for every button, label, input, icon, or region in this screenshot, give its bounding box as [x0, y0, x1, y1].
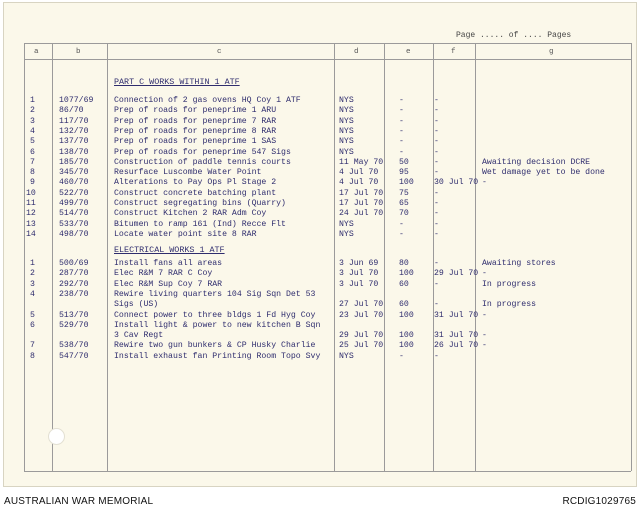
col-rule — [334, 43, 335, 471]
job-number: 514/70 — [59, 209, 89, 219]
row-number: 4 — [30, 126, 35, 136]
remarks: Awaiting decision DCRE — [482, 157, 591, 167]
description: Prep of roads for peneprime 1 ARU — [114, 106, 277, 116]
job-number: 499/70 — [59, 199, 89, 208]
description: Elec R&M 7 RAR C Coy — [114, 269, 213, 279]
description: Resurface Luscombe Water Point — [114, 168, 262, 178]
start-date: NYS — [339, 116, 354, 126]
percent-complete: 100 — [399, 178, 414, 188]
percent-complete: - — [399, 219, 404, 229]
row-number: 9 — [30, 178, 35, 188]
start-date: NYS — [339, 126, 354, 136]
completion-date: 31 Jul 70 — [434, 331, 479, 341]
row-number: 8 — [30, 168, 35, 178]
col-rule — [107, 43, 108, 471]
start-date: 29 Jul 70 — [339, 331, 384, 341]
col-rule — [24, 43, 25, 471]
description: Construct segregating bins (Quarry) — [114, 199, 286, 208]
description: Bitumen to ramp 161 (Ind) Recce Flt — [114, 219, 286, 229]
completion-date: - — [434, 168, 439, 178]
description: Connection of 2 gas ovens HQ Coy 1 ATF — [114, 96, 301, 105]
punch-hole — [48, 428, 65, 445]
completion-date: - — [434, 219, 439, 229]
row-number: 6 — [30, 320, 35, 330]
remarks: - — [482, 341, 487, 351]
description: Prep of roads for peneprime 547 Sigs — [114, 147, 291, 157]
row-number: 13 — [26, 219, 36, 229]
percent-complete: 100 — [399, 310, 414, 320]
row-number: 12 — [26, 209, 36, 219]
start-date: 23 Jul 70 — [339, 310, 384, 320]
remarks: In progress — [482, 300, 537, 310]
description: Install light & power to new kitchen B Sqn — [114, 320, 321, 330]
col-header-d: d — [354, 48, 359, 56]
col-header-f: f — [451, 48, 456, 56]
completion-date: - — [434, 300, 439, 310]
start-date: 17 Jul 70 — [339, 199, 384, 208]
description: Prep of roads for peneprime 7 RAR — [114, 116, 277, 126]
footer-archive-name: AUSTRALIAN WAR MEMORIAL — [4, 496, 154, 507]
percent-complete: - — [399, 229, 404, 239]
row-number: 8 — [30, 351, 35, 361]
description: Rewire living quarters 104 Sig Sqn Det 53 — [114, 289, 316, 299]
job-number: 500/69 — [59, 259, 89, 268]
percent-complete: 80 — [399, 259, 409, 268]
remarks: - — [482, 331, 487, 341]
start-date: 24 Jul 70 — [339, 209, 384, 219]
description: Install fans all areas — [114, 259, 223, 268]
description: Construction of paddle tennis courts — [114, 157, 291, 167]
percent-complete: - — [399, 96, 404, 105]
start-date: NYS — [339, 147, 354, 157]
percent-complete: 50 — [399, 157, 409, 167]
start-date: NYS — [339, 106, 354, 116]
percent-complete: 75 — [399, 188, 409, 198]
page-label: Page ..... of .... Pages — [456, 31, 572, 40]
percent-complete: 70 — [399, 209, 409, 219]
percent-complete: 100 — [399, 341, 414, 351]
remarks: - — [482, 269, 487, 279]
job-number: 529/70 — [59, 320, 89, 330]
description: Construct Kitchen 2 RAR Adm Coy — [114, 209, 267, 219]
col-header-b: b — [76, 48, 81, 56]
row-number: 2 — [30, 269, 35, 279]
start-date: NYS — [339, 96, 354, 105]
description: Prep of roads for peneprime 8 RAR — [114, 126, 277, 136]
job-number: 522/70 — [59, 188, 89, 198]
start-date: NYS — [339, 137, 354, 147]
start-date: 11 May 70 — [339, 157, 384, 167]
job-number: 292/70 — [59, 279, 89, 289]
percent-complete: 100 — [399, 269, 414, 279]
completion-date: 29 Jul 70 — [434, 269, 479, 279]
percent-complete: - — [399, 137, 404, 147]
description: Alterations to Pay Ops Pl Stage 2 — [114, 178, 277, 188]
completion-date: - — [434, 209, 439, 219]
percent-complete: 65 — [399, 199, 409, 208]
job-number: 86/70 — [59, 106, 84, 116]
description-cont: 3 Cav Regt — [114, 331, 164, 341]
row-number: 14 — [26, 229, 36, 239]
start-date: 3 Jul 70 — [339, 269, 379, 279]
start-date: 25 Jul 70 — [339, 341, 384, 351]
row-number: 7 — [30, 157, 35, 167]
row-number: 11 — [26, 199, 36, 208]
percent-complete: - — [399, 351, 404, 361]
row-number: 5 — [30, 310, 35, 320]
job-number: 132/70 — [59, 126, 89, 136]
description-cont: Sigs (US) — [114, 300, 159, 310]
completion-date: - — [434, 229, 439, 239]
row-number: 2 — [30, 106, 35, 116]
percent-complete: - — [399, 147, 404, 157]
col-header-g: g — [549, 48, 554, 56]
start-date: 4 Jul 70 — [339, 178, 379, 188]
completion-date: 26 Jul 70 — [434, 341, 479, 351]
start-date: 3 Jul 70 — [339, 279, 379, 289]
footer-item-id: RCDIG1029765 — [562, 496, 636, 507]
job-number: 498/70 — [59, 229, 89, 239]
start-date: 3 Jun 69 — [339, 259, 379, 268]
row-number: 5 — [30, 137, 35, 147]
job-number: 345/70 — [59, 168, 89, 178]
col-header-a: a — [34, 48, 39, 56]
row-number: 7 — [30, 341, 35, 351]
completion-date: - — [434, 199, 439, 208]
col-header-c: c — [217, 48, 222, 56]
col-rule — [384, 43, 385, 471]
remarks: Awaiting stores — [482, 259, 556, 268]
description: Construct concrete batching plant — [114, 188, 277, 198]
description: Elec R&M Sup Coy 7 RAR — [114, 279, 223, 289]
percent-complete: 95 — [399, 168, 409, 178]
remarks: Wet damage yet to be done — [482, 168, 605, 178]
row-number: 10 — [26, 188, 36, 198]
job-number: 117/70 — [59, 116, 89, 126]
row-number: 3 — [30, 116, 35, 126]
percent-complete: - — [399, 126, 404, 136]
completion-date: - — [434, 157, 439, 167]
col-header-e: e — [406, 48, 411, 56]
percent-complete: 60 — [399, 300, 409, 310]
completion-date: 30 Jul 70 — [434, 178, 479, 188]
document-sheet — [3, 2, 637, 487]
percent-complete: - — [399, 106, 404, 116]
description: Locate water point site 8 RAR — [114, 229, 257, 239]
job-number: 185/70 — [59, 157, 89, 167]
col-rule — [52, 43, 53, 471]
completion-date: - — [434, 96, 439, 105]
completion-date: - — [434, 126, 439, 136]
completion-date: - — [434, 351, 439, 361]
description: Install exhaust fan Printing Room Topo Svy — [114, 351, 321, 361]
completion-date: - — [434, 116, 439, 126]
header-top-rule — [24, 43, 631, 44]
job-number: 238/70 — [59, 289, 89, 299]
job-number: 138/70 — [59, 147, 89, 157]
remarks: In progress — [482, 279, 537, 289]
completion-date: - — [434, 106, 439, 116]
job-number: 137/70 — [59, 137, 89, 147]
row-number: 4 — [30, 289, 35, 299]
col-rule — [475, 43, 476, 471]
completion-date: - — [434, 279, 439, 289]
col-rule — [631, 43, 632, 471]
description: Rewire two gun bunkers & CP Husky Charlie — [114, 341, 316, 351]
remarks: - — [482, 310, 487, 320]
table-bottom-rule — [24, 471, 631, 472]
job-number: 547/70 — [59, 351, 89, 361]
row-number: 1 — [30, 259, 35, 268]
job-number: 513/70 — [59, 310, 89, 320]
start-date: 4 Jul 70 — [339, 168, 379, 178]
percent-complete: 60 — [399, 279, 409, 289]
job-number: 533/70 — [59, 219, 89, 229]
completion-date: 31 Jul 70 — [434, 310, 479, 320]
row-number: 6 — [30, 147, 35, 157]
row-number: 1 — [30, 96, 35, 105]
start-date: 27 Jul 70 — [339, 300, 384, 310]
description: Connect power to three bldgs 1 Fd Hyg Coy — [114, 310, 316, 320]
job-number: 538/70 — [59, 341, 89, 351]
start-date: 17 Jul 70 — [339, 188, 384, 198]
completion-date: - — [434, 188, 439, 198]
completion-date: - — [434, 147, 439, 157]
start-date: NYS — [339, 351, 354, 361]
job-number: 460/70 — [59, 178, 89, 188]
start-date: NYS — [339, 229, 354, 239]
header-bottom-rule — [24, 59, 631, 60]
percent-complete: - — [399, 116, 404, 126]
description: Prep of roads for peneprime 1 SAS — [114, 137, 277, 147]
job-number: 287/70 — [59, 269, 89, 279]
job-number: 1077/69 — [59, 96, 94, 105]
row-number: 3 — [30, 279, 35, 289]
completion-date: - — [434, 259, 439, 268]
remarks: - — [482, 178, 487, 188]
completion-date: - — [434, 137, 439, 147]
section-title: PART C WORKS WITHIN 1 ATF — [114, 77, 240, 87]
start-date: NYS — [339, 219, 354, 229]
percent-complete: 100 — [399, 331, 414, 341]
section-title: ELECTRICAL WORKS 1 ATF — [114, 245, 225, 255]
